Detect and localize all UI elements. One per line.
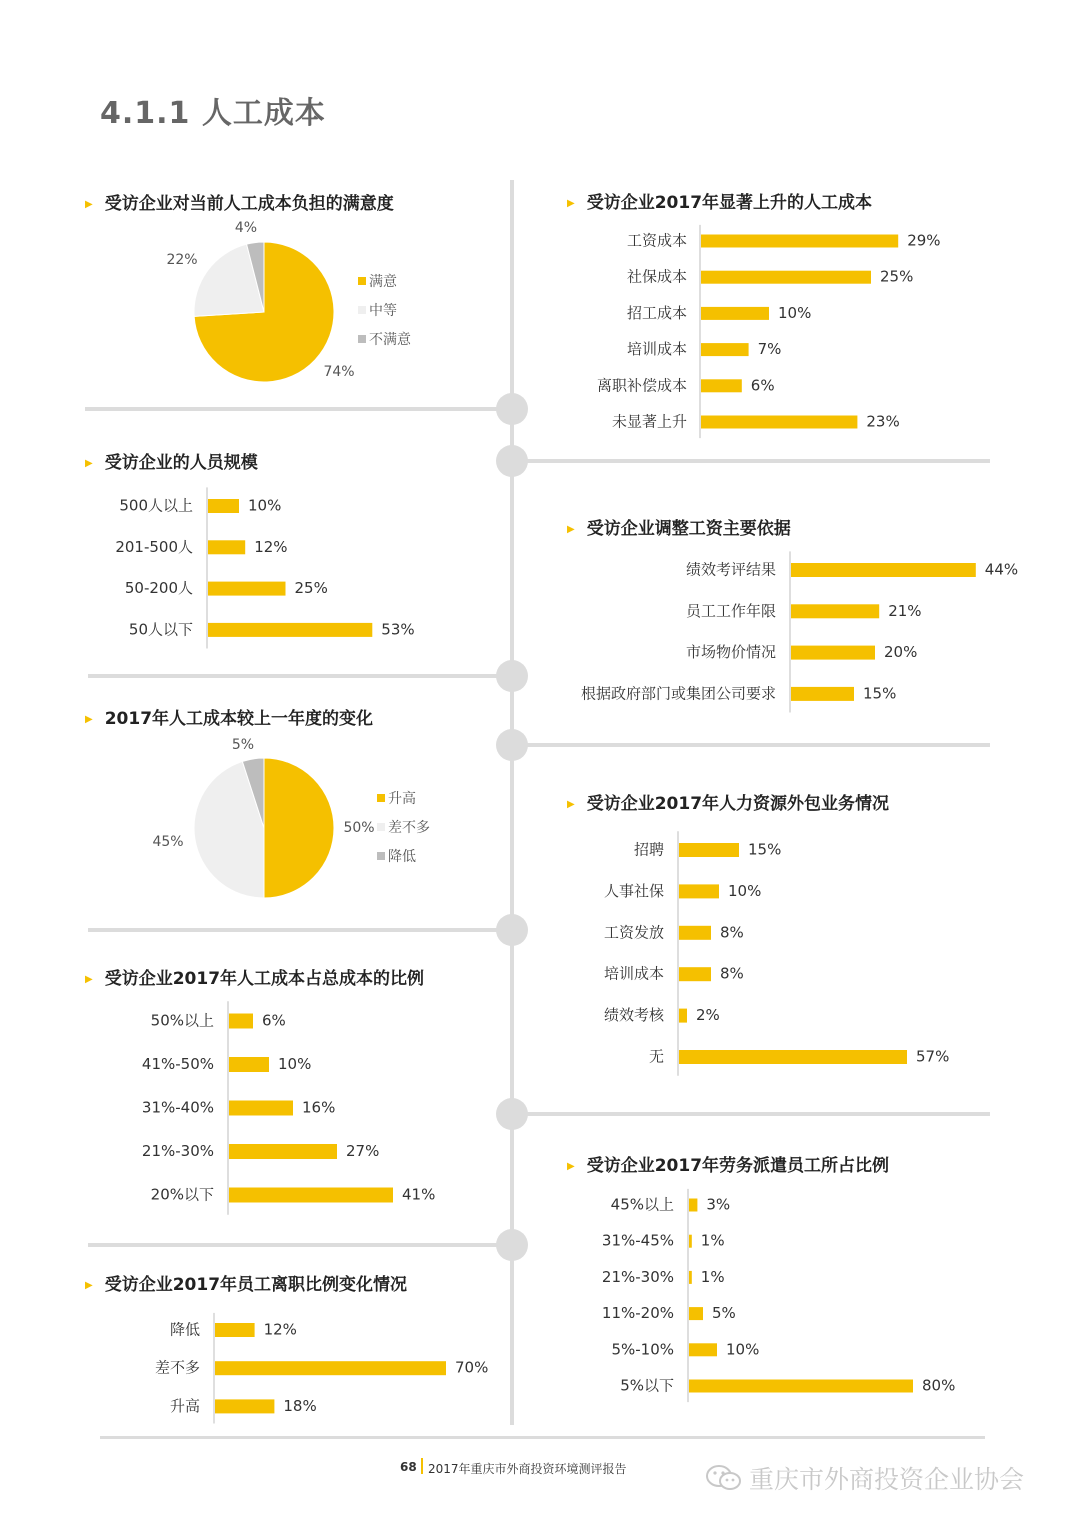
bar-value-label: 3% xyxy=(706,1195,731,1214)
bar-value-label: 29% xyxy=(907,231,941,250)
bar-category-label: 45%以上 xyxy=(610,1195,674,1214)
pie-slice-label: 50% xyxy=(343,820,375,836)
bar-category-label: 人事社保 xyxy=(603,881,664,900)
section-title: ▶ 受访企业2017年劳务派遣员工所占比例 xyxy=(567,1156,890,1176)
page-number: 68 xyxy=(400,1460,417,1474)
bar xyxy=(701,271,871,284)
bar-category-label: 培训成本 xyxy=(626,340,687,359)
bar-value-label: 57% xyxy=(916,1047,950,1066)
section-title: ▶ 受访企业2017年显著上升的人工成本 xyxy=(567,193,873,213)
bar xyxy=(229,1101,293,1116)
bar-value-label: 10% xyxy=(278,1055,312,1073)
triangle-bullet-icon: ▶ xyxy=(567,524,575,535)
bar-value-label: 44% xyxy=(984,560,1019,579)
bar-category-label: 201-500人 xyxy=(115,537,193,556)
bar-category-label: 50人以下 xyxy=(128,620,193,639)
bar xyxy=(791,646,875,660)
bar xyxy=(701,307,769,320)
bar-category-label: 5%-10% xyxy=(611,1340,674,1359)
section-title: ▶ 受访企业调整工资主要依据 xyxy=(567,519,791,539)
bar-category-label: 未显著上升 xyxy=(611,412,687,431)
bar-value-label: 53% xyxy=(381,620,415,639)
pie-slice xyxy=(264,758,334,898)
triangle-bullet-icon: ▶ xyxy=(85,458,93,469)
bar-category-label: 500人以上 xyxy=(119,496,193,515)
bar xyxy=(208,582,286,596)
bar-category-label: 5%以下 xyxy=(620,1376,674,1395)
section-title: ▶ 受访企业对当前人工成本负担的满意度 xyxy=(85,194,394,214)
bar-category-label: 离职补偿成本 xyxy=(596,376,687,395)
triangle-bullet-icon: ▶ xyxy=(567,1161,575,1172)
bar-category-label: 降低 xyxy=(169,1320,200,1339)
bar-value-label: 12% xyxy=(263,1320,297,1339)
bar xyxy=(679,884,719,898)
bar-category-label: 21%-30% xyxy=(601,1267,674,1286)
bar xyxy=(215,1361,446,1375)
bar-category-label: 社保成本 xyxy=(626,267,687,286)
bar-category-label: 员工工作年限 xyxy=(685,601,776,620)
section-title: ▶ 2017年人工成本较上一年度的变化 xyxy=(85,709,374,729)
bar-value-label: 70% xyxy=(455,1358,489,1377)
bar-value-label: 10% xyxy=(728,881,762,900)
bar-category-label: 绩效考核 xyxy=(603,1006,664,1025)
legend-item: 差不多 xyxy=(377,814,430,843)
bar-value-label: 10% xyxy=(726,1340,760,1359)
bar xyxy=(208,540,245,554)
bar xyxy=(679,926,711,940)
bar xyxy=(689,1307,703,1320)
bar-value-label: 7% xyxy=(757,340,782,359)
bar-value-label: 12% xyxy=(254,537,288,556)
bar-value-label: 21% xyxy=(888,601,922,620)
pie-slice-label: 5% xyxy=(231,737,255,753)
bar-category-label: 差不多 xyxy=(154,1358,200,1377)
bar xyxy=(679,843,739,857)
triangle-bullet-icon: ▶ xyxy=(85,199,93,210)
bar xyxy=(229,1014,253,1029)
bar-category-label: 50-200人 xyxy=(124,579,193,598)
bar-value-label: 15% xyxy=(748,840,782,859)
section-title: ▶ 受访企业的人员规模 xyxy=(85,453,258,473)
bar-category-label: 31%-45% xyxy=(601,1231,674,1250)
legend-item: 升高 xyxy=(377,785,430,814)
bar-category-label: 培训成本 xyxy=(603,964,664,983)
bar xyxy=(679,1009,687,1023)
bar-category-label: 根据政府部门或集团公司要求 xyxy=(580,684,776,703)
bar-category-label: 招工成本 xyxy=(626,303,687,322)
bar-value-label: 8% xyxy=(720,923,744,942)
watermark-text: 重庆市外商投资企业协会 xyxy=(749,1465,1025,1494)
bar-category-label: 无 xyxy=(648,1047,664,1066)
bar xyxy=(208,499,239,513)
bar xyxy=(701,416,857,429)
wechat-icon xyxy=(705,1464,743,1492)
legend-item: 中等 xyxy=(358,297,411,326)
bar xyxy=(791,563,976,577)
triangle-bullet-icon: ▶ xyxy=(567,198,575,209)
bar-category-label: 工资成本 xyxy=(626,231,687,250)
bar xyxy=(689,1199,697,1212)
bar-value-label: 41% xyxy=(402,1185,436,1204)
section-title: ▶ 受访企业2017年人工成本占总成本的比例 xyxy=(85,969,425,989)
pie-slice-label: 4% xyxy=(234,220,258,236)
bar xyxy=(791,604,879,618)
bar-value-label: 6% xyxy=(750,376,775,395)
legend-item: 满意 xyxy=(358,268,411,297)
pie-slice-label: 45% xyxy=(152,834,184,850)
footer-divider xyxy=(100,1436,985,1439)
bar-value-label: 5% xyxy=(712,1304,736,1323)
bar-value-label: 27% xyxy=(346,1142,380,1160)
bar xyxy=(701,343,749,356)
bar-value-label: 1% xyxy=(700,1231,725,1250)
section-title: ▶ 受访企业2017年员工离职比例变化情况 xyxy=(85,1275,408,1295)
bar xyxy=(208,623,372,637)
bar-value-label: 6% xyxy=(262,1011,286,1030)
bar-category-label: 市场物价情况 xyxy=(685,643,776,662)
bar-value-label: 16% xyxy=(302,1098,336,1117)
pie-slice-label: 22% xyxy=(166,252,198,268)
bar-category-label: 21%-30% xyxy=(141,1142,214,1160)
bar-category-label: 11%-20% xyxy=(601,1304,674,1323)
bar-category-label: 31%-40% xyxy=(141,1098,214,1117)
bar-value-label: 80% xyxy=(922,1376,956,1395)
footer-separator xyxy=(421,1458,423,1474)
bar xyxy=(229,1057,269,1072)
bar-category-label: 升高 xyxy=(169,1396,200,1415)
bar xyxy=(689,1343,717,1356)
bar-value-label: 2% xyxy=(696,1006,720,1025)
bar xyxy=(229,1144,337,1159)
triangle-bullet-icon: ▶ xyxy=(85,714,93,725)
section-title: ▶ 受访企业2017年人力资源外包业务情况 xyxy=(567,794,890,814)
triangle-bullet-icon: ▶ xyxy=(567,799,575,810)
bar xyxy=(689,1271,692,1284)
bar-category-label: 20%以下 xyxy=(150,1185,214,1204)
bar-value-label: 18% xyxy=(283,1396,317,1415)
bar xyxy=(701,379,742,392)
bar xyxy=(229,1188,393,1203)
bar-value-label: 23% xyxy=(866,412,900,431)
bar xyxy=(689,1235,692,1248)
bar xyxy=(689,1380,913,1393)
bar xyxy=(215,1399,274,1413)
page-title: 4.1.1 人工成本 xyxy=(100,96,326,131)
bar xyxy=(215,1323,255,1337)
bar xyxy=(701,235,898,248)
bar-category-label: 绩效考评结果 xyxy=(685,560,776,579)
watermark xyxy=(705,1460,1024,1496)
bar-category-label: 招聘 xyxy=(633,840,664,859)
bar-category-label: 41%-50% xyxy=(141,1055,214,1073)
bar-category-label: 50%以上 xyxy=(150,1011,214,1030)
legend-item: 降低 xyxy=(377,843,430,872)
legend-item: 不满意 xyxy=(358,326,411,355)
bar xyxy=(679,967,711,981)
bar-value-label: 25% xyxy=(880,267,914,286)
bar xyxy=(791,687,854,701)
bar-value-label: 10% xyxy=(778,303,812,322)
footer-title: 2017年重庆市外商投资环境测评报告 xyxy=(428,1462,627,1476)
bar-value-label: 1% xyxy=(700,1267,725,1286)
triangle-bullet-icon: ▶ xyxy=(85,974,93,985)
bar-value-label: 15% xyxy=(863,684,897,703)
triangle-bullet-icon: ▶ xyxy=(85,1280,93,1291)
bar-value-label: 10% xyxy=(248,496,282,515)
bar-value-label: 25% xyxy=(294,579,328,598)
pie-slice-label: 74% xyxy=(323,364,355,380)
bar-value-label: 8% xyxy=(720,964,744,983)
bar-value-label: 20% xyxy=(884,643,918,662)
bar-category-label: 工资发放 xyxy=(603,923,664,942)
bar xyxy=(679,1050,907,1064)
